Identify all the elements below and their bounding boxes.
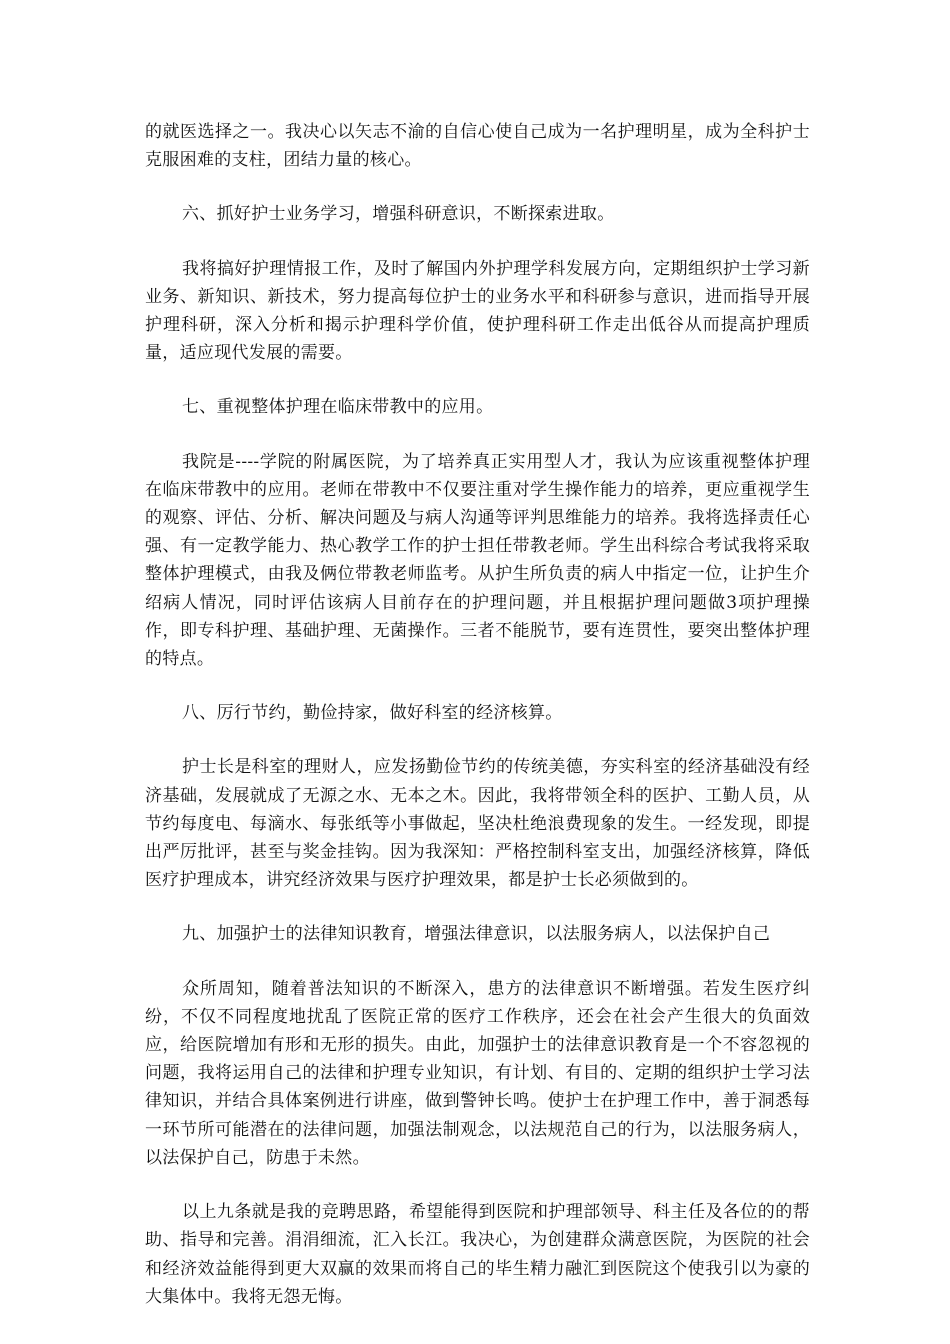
section-heading-9: 九、加强护士的法律知识教育，增强法律意识，以法服务病人，以法保护自己 [182,924,771,945]
paragraph-continuation: 的就医选择之一。我决心以矢志不渝的自信心使自己成为一名护理明星，成为全科护士克服困难的支柱，团结力量的核心。 [145,122,810,171]
paragraph-section-9: 众所周知，随着普法知识的不断深入，患方的法律意识不断增强。若发生医疗纠纷，不仅不同程度地扰乱了医院正常的医疗工作秩序，还会在社会产生很大的负面效应，给医院增加有形和无形的损失。由此，加强护士的法律意识教育是一个不容忽视的问题，我将运用自己的法律和护理专业知识，有计划、有目的、定期的组织护士学习法律知识，并结合具体案例进行讲座，做到警钟长鸣。使护士在护理工作中，善于洞悉每一环节所可能潜在的法律问题，加强法制观念，以法规范自己的行为，以法服务病人，以法保护自己，防患于未然。 [145,978,810,1168]
paragraph-section-7: 我院是----学院的附属医院，为了培养真正实用型人才，我认为应该重视整体护理在临床带教中的应用。老师在带教中不仅要注重对学生操作能力的培养，更应重视学生的观察、评估、分析、解决问题及与病人沟通等评判思维能力的培养。我将选择责任心强、有一定教学能力、热心教学工作的护士担任带教老师。学生出科综合考试我将采取整体护理模式，由我及俩位带教老师监考。从护生所负责的病人中指定一位，让护生介绍病人情况，同时评估该病人目前存在的护理问题，并且根据护理问题做3项护理操作，即专科护理、基础护理、无菌操作。三者不能脱节，要有连贯性，要突出整体护理的特点。 [145,451,810,670]
section-heading-7: 七、重视整体护理在临床带教中的应用。 [182,397,494,418]
section-heading-8: 八、厉行节约，勤俭持家，做好科室的经济核算。 [182,703,563,724]
section-heading-6: 六、抓好护士业务学习，增强科研意识，不断探索进取。 [182,204,615,225]
paragraph-section-8: 护士长是科室的理财人，应发扬勤俭节约的传统美德，夯实科室的经济基础没有经济基础，发展就成了无源之水、无本之木。因此，我将带领全科的医护、工勤人员，从节约每度电、每滴水、每张纸等小事做起，坚决杜绝浪费现象的发生。一经发现，即提出严厉批评，甚至与奖金挂钩。因为我深知：严格控制科室支出，加强经济核算，降低医疗护理成本，讲究经济效果与医疗护理效果，都是护士长必须做到的。 [145,757,810,891]
paragraph-conclusion: 以上九条就是我的竞聘思路，希望能得到医院和护理部领导、科主任及各位的的帮助、指导和完善。涓涓细流，汇入长江。我决心，为创建群众满意医院，为医院的社会和经济效益能得到更大双赢的效果而将自己的毕生精力融汇到医院这个使我引以为豪的大集体中。我将无怨无悔。 [145,1202,810,1307]
paragraph-section-6: 我将搞好护理情报工作，及时了解国内外护理学科发展方向，定期组织护士学习新业务、新知识、新技术，努力提高每位护士的业务水平和科研参与意识，进而指导开展护理科研，深入分析和揭示护理科学价值，使护理科研工作走出低谷从而提高护理质量，适应现代发展的需要。 [145,258,810,364]
document-page [145,118,810,1337]
